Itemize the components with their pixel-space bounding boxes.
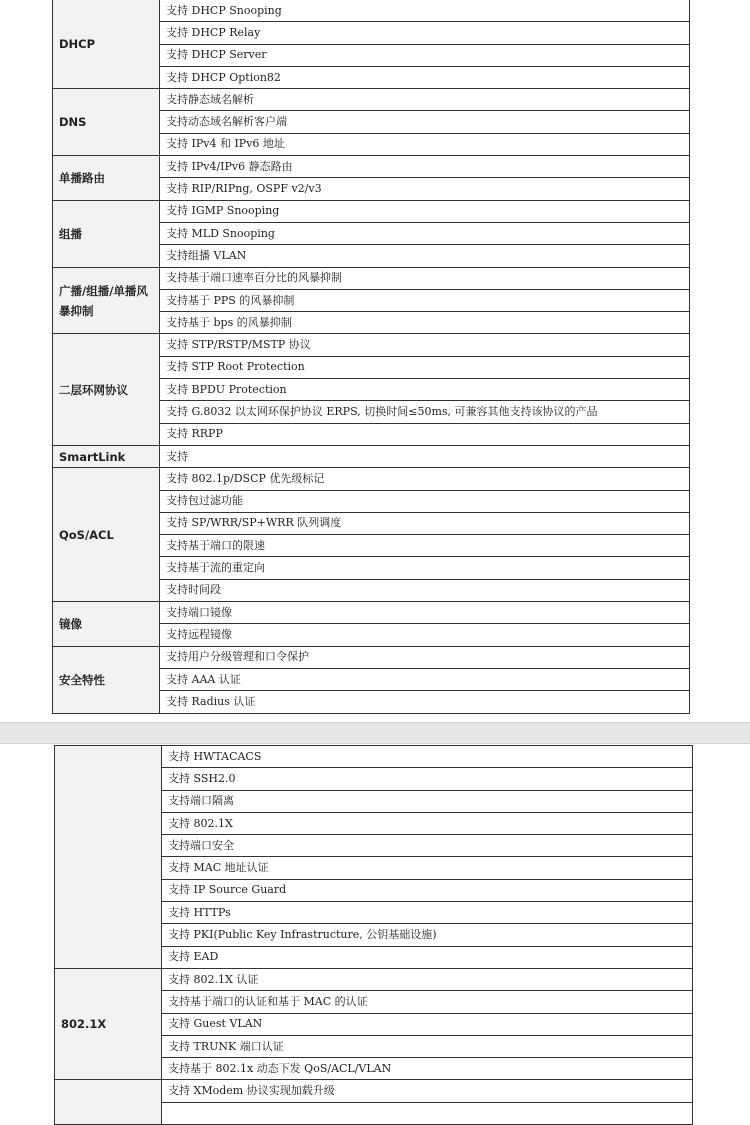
feature-cell: 支持基于 802.1x 动态下发 QoS/ACL/VLAN xyxy=(162,1058,693,1080)
feature-cell: 支持包过滤功能 xyxy=(160,490,690,512)
feature-cell: 支持 Radius 认证 xyxy=(160,691,690,713)
category-cell: 安全特性 xyxy=(53,646,160,713)
feature-cell: 支持 802.1X 认证 xyxy=(162,968,693,990)
feature-cell: 支持 SP/WRR/SP+WRR 队列调度 xyxy=(160,512,690,534)
table-row xyxy=(53,602,690,624)
feature-cell: 支持组播 VLAN xyxy=(160,245,690,267)
feature-cell: 支持 STP/RSTP/MSTP 协议 xyxy=(160,334,690,356)
feature-cell: 支持基于端口的限速 xyxy=(160,535,690,557)
table-row xyxy=(53,334,690,356)
spec-table-2 xyxy=(54,745,693,1125)
feature-cell: 支持 DHCP Option82 xyxy=(160,66,690,88)
feature-cell xyxy=(162,1102,693,1124)
feature-cell: 支持 HWTACACS xyxy=(162,746,693,768)
feature-cell: 支持 802.1p/DSCP 优先级标记 xyxy=(160,468,690,490)
category-cell: 802.1X xyxy=(55,968,162,1079)
feature-cell: 支持 IPv4/IPv6 静态路由 xyxy=(160,156,690,178)
feature-cell: 支持基于端口速率百分比的风暴抑制 xyxy=(160,267,690,289)
feature-cell: 支持静态域名解析 xyxy=(160,89,690,111)
category-cell: 单播路由 xyxy=(53,156,160,201)
feature-cell: 支持 MLD Snooping xyxy=(160,222,690,244)
table-row xyxy=(53,200,690,222)
table-row xyxy=(53,0,690,22)
feature-cell: 支持基于 bps 的风暴抑制 xyxy=(160,312,690,334)
feature-cell: 支持 MAC 地址认证 xyxy=(162,857,693,879)
feature-cell: 支持时间段 xyxy=(160,579,690,601)
feature-cell: 支持 PKI(Public Key Infrastructure, 公钥基础设施) xyxy=(162,924,693,946)
category-cell: 镜像 xyxy=(53,602,160,647)
table-row xyxy=(55,746,693,768)
category-cell: DHCP xyxy=(53,0,160,89)
feature-cell: 支持端口镜像 xyxy=(160,602,690,624)
feature-cell: 支持 RRPP xyxy=(160,423,690,445)
page-separator xyxy=(0,722,750,744)
category-cell: 二层环网协议 xyxy=(53,334,160,445)
feature-cell: 支持 IPv4 和 IPv6 地址 xyxy=(160,133,690,155)
feature-cell: 支持基于流的重定向 xyxy=(160,557,690,579)
feature-cell: 支持基于 PPS 的风暴抑制 xyxy=(160,289,690,311)
feature-cell: 支持用户分级管理和口令保护 xyxy=(160,646,690,668)
table-row xyxy=(53,445,690,467)
feature-cell: 支持 BPDU Protection xyxy=(160,379,690,401)
feature-cell: 支持端口隔离 xyxy=(162,790,693,812)
document-page-2 xyxy=(0,744,750,1110)
feature-cell: 支持 802.1X xyxy=(162,812,693,834)
feature-cell: 支持 DHCP Snooping xyxy=(160,0,690,22)
feature-cell: 支持 STP Root Protection xyxy=(160,356,690,378)
category-cell: DNS xyxy=(53,89,160,156)
feature-cell: 支持 DHCP Server xyxy=(160,44,690,66)
feature-cell: 支持端口安全 xyxy=(162,835,693,857)
table-row xyxy=(55,968,693,990)
feature-cell: 支持 EAD xyxy=(162,946,693,968)
feature-cell: 支持 IGMP Snooping xyxy=(160,200,690,222)
feature-cell: 支持 HTTPs xyxy=(162,902,693,924)
table-row xyxy=(55,1080,693,1102)
category-cell: 广播/组播/单播风暴抑制 xyxy=(53,267,160,334)
table-row xyxy=(53,89,690,111)
feature-cell: 支持 RIP/RIPng, OSPF v2/v3 xyxy=(160,178,690,200)
category-cell: QoS/ACL xyxy=(53,468,160,602)
spec-table-1 xyxy=(52,0,690,714)
feature-cell: 支持 Guest VLAN xyxy=(162,1013,693,1035)
feature-cell: 支持 DHCP Relay xyxy=(160,22,690,44)
feature-cell: 支持 IP Source Guard xyxy=(162,879,693,901)
category-cell: SmartLink xyxy=(53,445,160,467)
table-row xyxy=(53,267,690,289)
table-row xyxy=(53,468,690,490)
category-cell: 组播 xyxy=(53,200,160,267)
feature-cell: 支持 xyxy=(160,445,690,467)
table-row xyxy=(53,646,690,668)
category-cell xyxy=(55,1080,162,1125)
category-cell xyxy=(55,746,162,969)
feature-cell: 支持 G.8032 以太网环保护协议 ERPS, 切换时间≤50ms, 可兼容其他支持该协议的产品 xyxy=(160,401,690,423)
feature-cell: 支持 XModem 协议实现加载升级 xyxy=(162,1080,693,1102)
feature-cell: 支持远程镜像 xyxy=(160,624,690,646)
feature-cell: 支持动态域名解析客户端 xyxy=(160,111,690,133)
table-row xyxy=(53,156,690,178)
feature-cell: 支持基于端口的认证和基于 MAC 的认证 xyxy=(162,991,693,1013)
feature-cell: 支持 TRUNK 端口认证 xyxy=(162,1035,693,1057)
feature-cell: 支持 SSH2.0 xyxy=(162,768,693,790)
feature-cell: 支持 AAA 认证 xyxy=(160,668,690,690)
